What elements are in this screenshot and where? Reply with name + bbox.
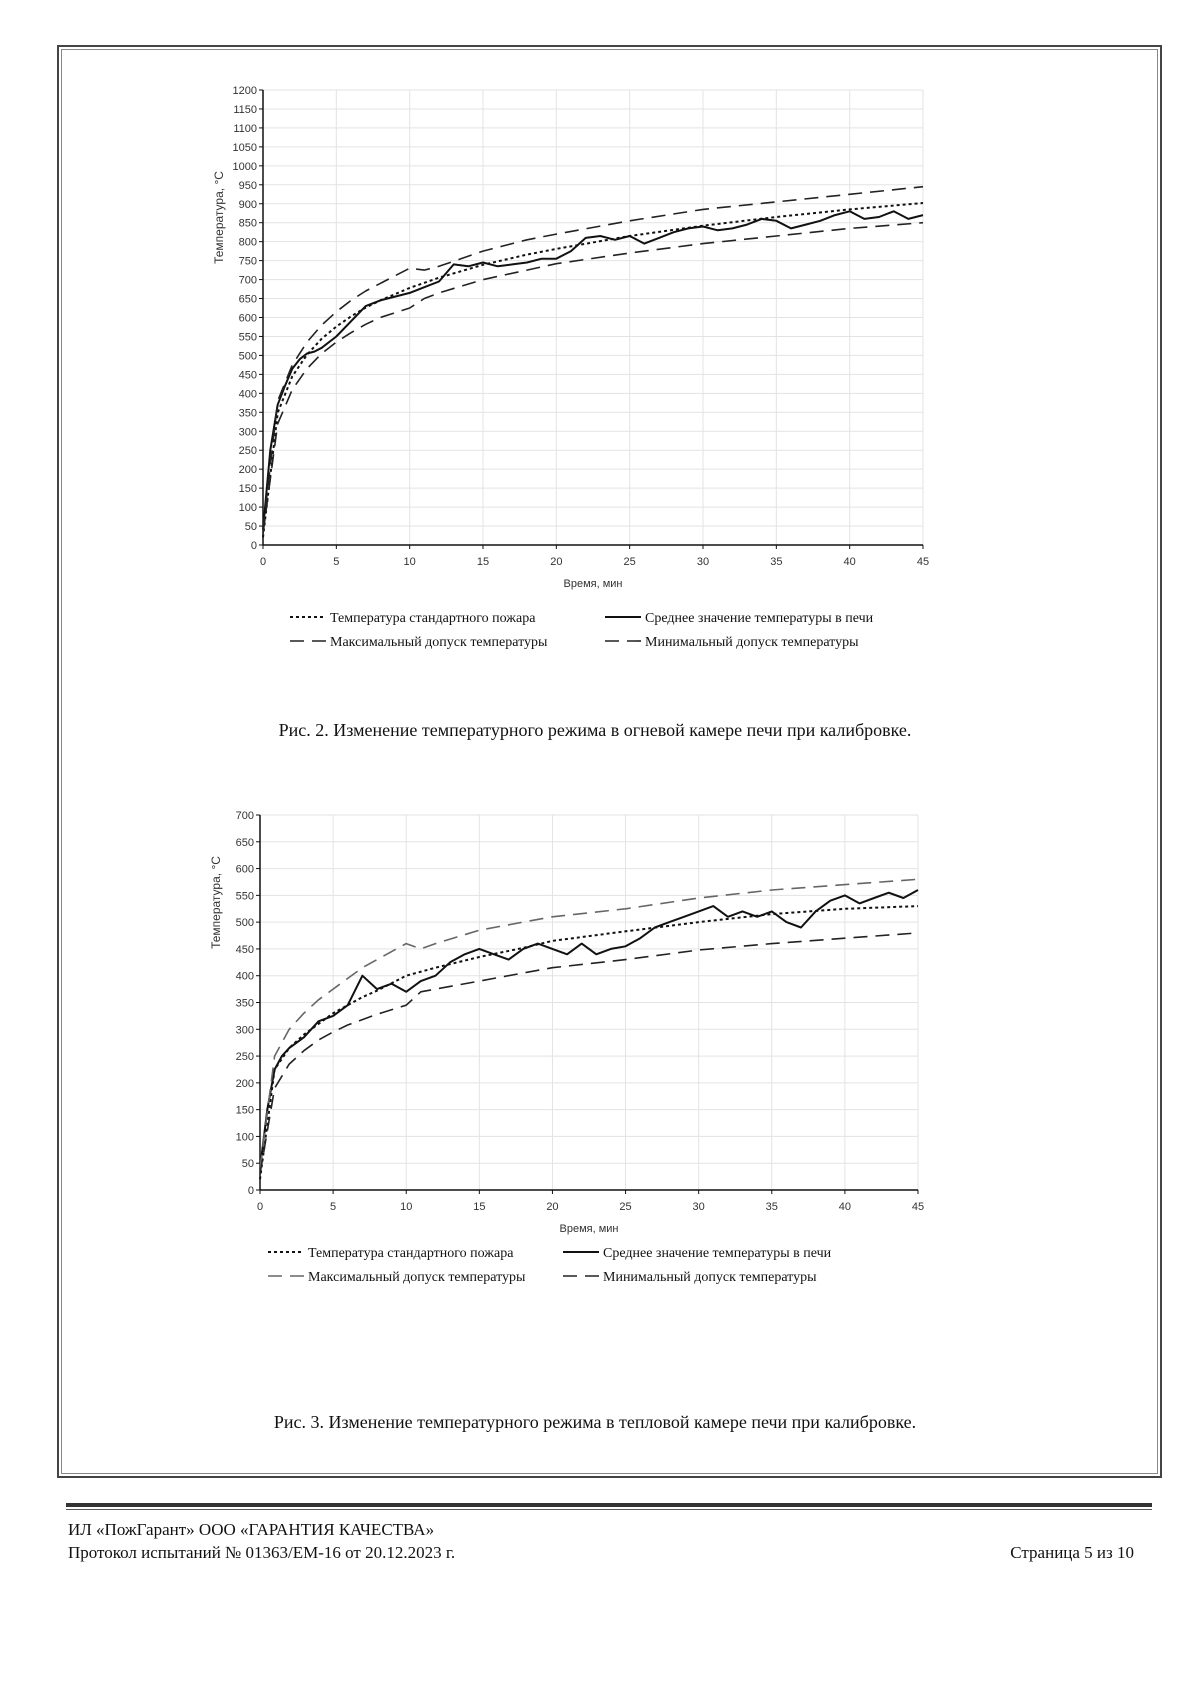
x-tick-label: 15 <box>473 1201 486 1213</box>
footer-rule-thin <box>66 1509 1152 1510</box>
y-tick-label: 300 <box>235 1024 254 1037</box>
x-axis-label: Время, мин <box>563 578 623 590</box>
x-tick-label: 35 <box>770 556 783 568</box>
x-tick-label: 0 <box>259 556 267 568</box>
legend-label-4: Минимальный допуск температуры <box>645 635 859 650</box>
y-tick-label: 1100 <box>233 122 257 135</box>
series-line-3 <box>263 187 923 530</box>
x-tick-label: 15 <box>476 556 490 568</box>
legend-label-1: Температура стандартного пожара <box>330 611 536 626</box>
x-tick-label: 35 <box>765 1201 778 1213</box>
y-axis-label: Температура, °C <box>212 171 226 264</box>
legend-label-3: Максимальный допуск температуры <box>330 635 548 650</box>
chart-svg <box>200 795 1030 1410</box>
x-tick-label: 20 <box>550 556 563 568</box>
chart-fire-chamber <box>200 70 1030 710</box>
y-tick-label: 350 <box>238 407 257 420</box>
legend-label-3: Максимальный допуск температуры <box>308 1270 526 1285</box>
y-tick-label: 850 <box>238 217 257 230</box>
footer-organization: ИЛ «ПожГарант» ООО «ГАРАНТИЯ КАЧЕСТВА» <box>68 1520 435 1539</box>
x-tick-label: 10 <box>400 1201 413 1213</box>
y-tick-label: 300 <box>238 426 257 439</box>
y-tick-label: 500 <box>235 917 254 930</box>
y-tick-label: 350 <box>235 997 254 1010</box>
y-tick-label: 600 <box>238 312 257 325</box>
y-tick-label: 700 <box>238 274 257 287</box>
y-tick-label: 150 <box>235 1104 254 1117</box>
footer-protocol: Протокол испытаний № 01363/ЕМ-16 от 20.12.2023 г. <box>68 1543 456 1562</box>
x-tick-label: 25 <box>623 556 636 568</box>
y-tick-label: 550 <box>235 890 254 903</box>
x-tick-label: 30 <box>696 556 710 568</box>
y-tick-label: 900 <box>238 198 257 211</box>
y-tick-label: 750 <box>238 255 257 268</box>
y-tick-label: 1150 <box>233 103 257 116</box>
x-tick-label: 0 <box>256 1201 264 1213</box>
y-tick-label: 250 <box>235 1051 254 1064</box>
y-tick-label: 700 <box>235 810 254 822</box>
y-tick-label: 950 <box>238 179 257 192</box>
y-tick-label: 50 <box>241 1158 254 1171</box>
x-tick-label: 30 <box>692 1201 705 1213</box>
chart-svg <box>200 70 1030 710</box>
x-tick-label: 20 <box>546 1201 559 1213</box>
y-tick-label: 100 <box>235 1131 254 1144</box>
x-tick-label: 10 <box>403 556 416 568</box>
legend-label-1: Температура стандартного пожара <box>308 1246 514 1261</box>
y-tick-label: 600 <box>235 863 254 876</box>
y-tick-label: 650 <box>235 836 254 849</box>
series-line-4 <box>263 223 923 534</box>
series-line-1 <box>263 203 923 537</box>
x-tick-label: 5 <box>330 1201 337 1213</box>
x-axis-label: Время, мин <box>559 1223 619 1235</box>
y-tick-label: 100 <box>238 502 257 515</box>
y-tick-label: 1050 <box>232 141 257 154</box>
series-line-1 <box>260 906 918 1179</box>
y-tick-label: 400 <box>235 970 254 983</box>
series-line-4 <box>260 933 918 1174</box>
y-tick-label: 650 <box>238 293 257 306</box>
y-tick-label: 0 <box>247 1185 254 1197</box>
x-tick-label: 5 <box>333 556 340 568</box>
x-tick-label: 45 <box>911 1201 925 1213</box>
figure-3-caption: Рис. 3. Изменение температурного режима в тепловой камере печи при калибровке. <box>273 1412 917 1432</box>
y-tick-label: 50 <box>244 521 257 534</box>
x-tick-label: 40 <box>838 1201 852 1213</box>
legend-label-4: Минимальный допуск температуры <box>603 1270 817 1285</box>
figure-2-caption: Рис. 2. Изменение температурного режима в огневой камере печи при калибровке. <box>278 720 912 740</box>
series-line-3 <box>260 879 918 1168</box>
footer-page-number: Страница 5 из 10 <box>1010 1543 1134 1562</box>
y-tick-label: 200 <box>238 464 257 477</box>
x-tick-label: 25 <box>619 1201 632 1213</box>
y-tick-label: 500 <box>238 350 257 363</box>
legend-label-2: Среднее значение температуры в печи <box>645 611 874 626</box>
footer-rule-thick <box>66 1503 1152 1507</box>
legend-label-2: Среднее значение температуры в печи <box>603 1246 832 1261</box>
y-tick-label: 1200 <box>232 85 257 97</box>
y-tick-label: 250 <box>238 445 257 458</box>
y-tick-label: 400 <box>238 388 257 401</box>
y-tick-label: 450 <box>238 369 257 382</box>
chart-thermal-chamber <box>200 795 1030 1410</box>
x-tick-label: 40 <box>843 556 856 568</box>
y-tick-label: 0 <box>250 540 257 552</box>
y-tick-label: 550 <box>238 331 257 344</box>
y-tick-label: 800 <box>238 236 257 249</box>
y-axis-label: Температура, °C <box>209 856 223 949</box>
y-tick-label: 200 <box>235 1077 254 1090</box>
x-tick-label: 45 <box>916 556 930 568</box>
y-tick-label: 150 <box>238 483 257 496</box>
y-tick-label: 1000 <box>232 160 257 173</box>
y-tick-label: 450 <box>235 943 254 956</box>
